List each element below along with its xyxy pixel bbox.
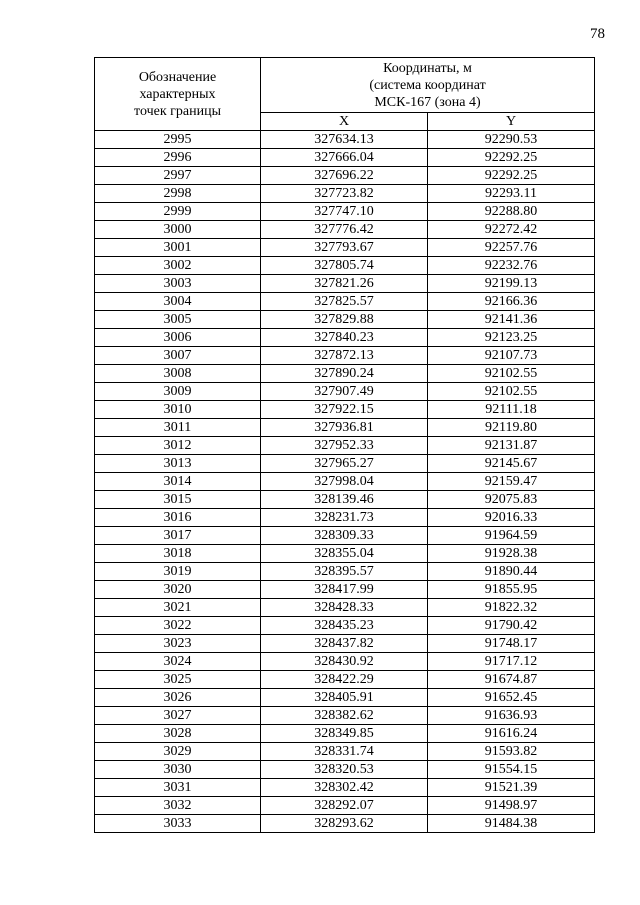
point-id-cell: 2995	[95, 131, 261, 149]
point-id-cell: 3020	[95, 581, 261, 599]
y-coordinate-cell: 91964.59	[428, 527, 595, 545]
point-id-cell: 2998	[95, 185, 261, 203]
table-row	[95, 653, 595, 671]
point-id-cell: 3004	[95, 293, 261, 311]
x-coordinate-cell: 327666.04	[261, 149, 428, 167]
y-coordinate-cell: 91554.15	[428, 761, 595, 779]
point-id-cell: 2997	[95, 167, 261, 185]
point-id-cell: 3030	[95, 761, 261, 779]
y-coordinate-cell: 92145.67	[428, 455, 595, 473]
points-column-header: Обозначение характерных точек границы	[95, 58, 261, 131]
table-row	[95, 617, 595, 635]
coordinates-table	[94, 57, 595, 833]
point-id-cell: 3016	[95, 509, 261, 527]
x-coordinate-cell: 327936.81	[261, 419, 428, 437]
x-coordinate-cell: 328405.91	[261, 689, 428, 707]
y-coordinate-cell: 92111.18	[428, 401, 595, 419]
y-coordinate-cell: 91674.87	[428, 671, 595, 689]
point-id-cell: 3018	[95, 545, 261, 563]
y-coordinate-cell: 91890.44	[428, 563, 595, 581]
x-coordinate-cell: 328139.46	[261, 491, 428, 509]
table-row	[95, 509, 595, 527]
y-coordinate-cell: 92166.36	[428, 293, 595, 311]
y-coordinate-cell: 91593.82	[428, 743, 595, 761]
point-id-cell: 3006	[95, 329, 261, 347]
point-id-cell: 3032	[95, 797, 261, 815]
point-id-cell: 3013	[95, 455, 261, 473]
table-row	[95, 257, 595, 275]
table-row	[95, 239, 595, 257]
x-coordinate-cell: 328292.07	[261, 797, 428, 815]
x-coordinate-cell: 328331.74	[261, 743, 428, 761]
y-coordinate-cell: 91748.17	[428, 635, 595, 653]
x-coordinate-cell: 327872.13	[261, 347, 428, 365]
point-id-cell: 3025	[95, 671, 261, 689]
y-coordinate-cell: 92232.76	[428, 257, 595, 275]
table-row	[95, 725, 595, 743]
table-row	[95, 275, 595, 293]
table-row	[95, 527, 595, 545]
point-id-cell: 3008	[95, 365, 261, 383]
table-row	[95, 185, 595, 203]
y-coordinate-cell: 91484.38	[428, 815, 595, 833]
table-row	[95, 563, 595, 581]
y-coordinate-cell: 92293.11	[428, 185, 595, 203]
table-row	[95, 491, 595, 509]
table-row	[95, 203, 595, 221]
table-row	[95, 455, 595, 473]
y-coordinate-cell: 92131.87	[428, 437, 595, 455]
y-coordinate-cell: 92292.25	[428, 167, 595, 185]
table-row	[95, 635, 595, 653]
point-id-cell: 3022	[95, 617, 261, 635]
table-row	[95, 149, 595, 167]
table-row	[95, 311, 595, 329]
point-id-cell: 3026	[95, 689, 261, 707]
table-row	[95, 293, 595, 311]
y-coordinate-cell: 92016.33	[428, 509, 595, 527]
point-id-cell: 3024	[95, 653, 261, 671]
table-row	[95, 473, 595, 491]
y-coordinate-cell: 91616.24	[428, 725, 595, 743]
x-column-header: X	[261, 113, 428, 131]
y-coordinate-cell: 91521.39	[428, 779, 595, 797]
y-coordinate-cell: 92290.53	[428, 131, 595, 149]
table-row	[95, 347, 595, 365]
x-coordinate-cell: 327890.24	[261, 365, 428, 383]
point-id-cell: 3017	[95, 527, 261, 545]
y-coordinate-cell: 92075.83	[428, 491, 595, 509]
x-coordinate-cell: 328355.04	[261, 545, 428, 563]
table-row	[95, 761, 595, 779]
page-number: 78	[590, 26, 605, 42]
x-coordinate-cell: 328231.73	[261, 509, 428, 527]
x-coordinate-cell: 328309.33	[261, 527, 428, 545]
y-coordinate-cell: 92272.42	[428, 221, 595, 239]
table-row	[95, 419, 595, 437]
y-coordinate-cell: 92102.55	[428, 383, 595, 401]
x-coordinate-cell: 327998.04	[261, 473, 428, 491]
table-row	[95, 383, 595, 401]
y-coordinate-cell: 92141.36	[428, 311, 595, 329]
x-coordinate-cell: 328430.92	[261, 653, 428, 671]
point-id-cell: 3002	[95, 257, 261, 275]
table-row	[95, 167, 595, 185]
x-coordinate-cell: 328417.99	[261, 581, 428, 599]
y-coordinate-cell: 91498.97	[428, 797, 595, 815]
y-coordinate-cell: 91636.93	[428, 707, 595, 725]
header-row	[95, 58, 595, 113]
point-id-cell: 3029	[95, 743, 261, 761]
point-id-cell: 3005	[95, 311, 261, 329]
y-coordinate-cell: 91717.12	[428, 653, 595, 671]
table-row	[95, 689, 595, 707]
point-id-cell: 3011	[95, 419, 261, 437]
point-id-cell: 3027	[95, 707, 261, 725]
table-row	[95, 815, 595, 833]
table-row	[95, 779, 595, 797]
y-coordinate-cell: 91652.45	[428, 689, 595, 707]
y-coordinate-cell: 92119.80	[428, 419, 595, 437]
table-row	[95, 581, 595, 599]
x-coordinate-cell: 328302.42	[261, 779, 428, 797]
y-coordinate-cell: 92292.25	[428, 149, 595, 167]
x-coordinate-cell: 327634.13	[261, 131, 428, 149]
table-row	[95, 365, 595, 383]
point-id-cell: 3031	[95, 779, 261, 797]
x-coordinate-cell: 327965.27	[261, 455, 428, 473]
point-id-cell: 3001	[95, 239, 261, 257]
point-id-cell: 3014	[95, 473, 261, 491]
x-coordinate-cell: 328422.29	[261, 671, 428, 689]
x-coordinate-cell: 328437.82	[261, 635, 428, 653]
y-coordinate-cell: 92257.76	[428, 239, 595, 257]
point-id-cell: 3003	[95, 275, 261, 293]
point-id-cell: 2996	[95, 149, 261, 167]
x-coordinate-cell: 328293.62	[261, 815, 428, 833]
x-coordinate-cell: 327805.74	[261, 257, 428, 275]
x-coordinate-cell: 327723.82	[261, 185, 428, 203]
point-id-cell: 3021	[95, 599, 261, 617]
point-id-cell: 3012	[95, 437, 261, 455]
point-id-cell: 3015	[95, 491, 261, 509]
y-coordinate-cell: 92288.80	[428, 203, 595, 221]
table-body	[95, 131, 595, 833]
y-column-header: Y	[428, 113, 595, 131]
x-coordinate-cell: 327747.10	[261, 203, 428, 221]
table-row	[95, 545, 595, 563]
y-coordinate-cell: 92107.73	[428, 347, 595, 365]
x-coordinate-cell: 327825.57	[261, 293, 428, 311]
x-coordinate-cell: 327952.33	[261, 437, 428, 455]
table-row	[95, 131, 595, 149]
table-row	[95, 743, 595, 761]
x-coordinate-cell: 327821.26	[261, 275, 428, 293]
x-coordinate-cell: 327840.23	[261, 329, 428, 347]
point-id-cell: 3009	[95, 383, 261, 401]
x-coordinate-cell: 327829.88	[261, 311, 428, 329]
y-coordinate-cell: 92102.55	[428, 365, 595, 383]
x-coordinate-cell: 327907.49	[261, 383, 428, 401]
y-coordinate-cell: 92123.25	[428, 329, 595, 347]
x-coordinate-cell: 327793.67	[261, 239, 428, 257]
point-id-cell: 3000	[95, 221, 261, 239]
table-row	[95, 599, 595, 617]
x-coordinate-cell: 328428.33	[261, 599, 428, 617]
point-id-cell: 3019	[95, 563, 261, 581]
point-id-cell: 3023	[95, 635, 261, 653]
table-row	[95, 437, 595, 455]
point-id-cell: 3028	[95, 725, 261, 743]
y-coordinate-cell: 91928.38	[428, 545, 595, 563]
table-row	[95, 329, 595, 347]
y-coordinate-cell: 92159.47	[428, 473, 595, 491]
x-coordinate-cell: 327922.15	[261, 401, 428, 419]
table-row	[95, 401, 595, 419]
point-id-cell: 2999	[95, 203, 261, 221]
y-coordinate-cell: 92199.13	[428, 275, 595, 293]
table-row	[95, 707, 595, 725]
point-id-cell: 3033	[95, 815, 261, 833]
x-coordinate-cell: 328349.85	[261, 725, 428, 743]
x-coordinate-cell: 328435.23	[261, 617, 428, 635]
x-coordinate-cell: 328382.62	[261, 707, 428, 725]
table-row	[95, 797, 595, 815]
y-coordinate-cell: 91822.32	[428, 599, 595, 617]
y-coordinate-cell: 91790.42	[428, 617, 595, 635]
x-coordinate-cell: 328395.57	[261, 563, 428, 581]
coordinates-column-header: Координаты, м (система координат МСК-167 (зона 4)	[261, 58, 595, 113]
point-id-cell: 3010	[95, 401, 261, 419]
x-coordinate-cell: 327776.42	[261, 221, 428, 239]
y-coordinate-cell: 91855.95	[428, 581, 595, 599]
table-row	[95, 671, 595, 689]
table-row	[95, 221, 595, 239]
x-coordinate-cell: 327696.22	[261, 167, 428, 185]
x-coordinate-cell: 328320.53	[261, 761, 428, 779]
point-id-cell: 3007	[95, 347, 261, 365]
